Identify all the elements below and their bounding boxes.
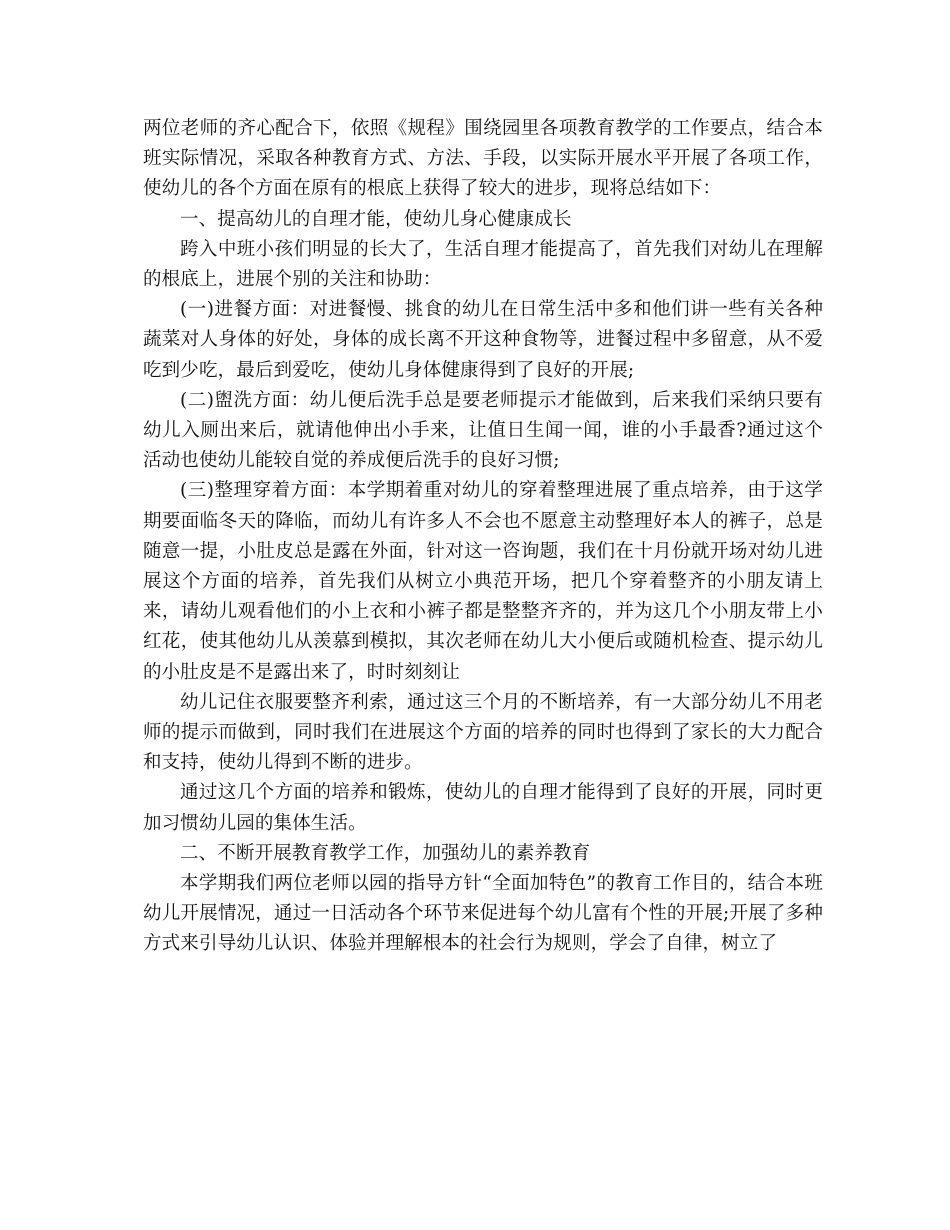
paragraph: 本学期我们两位老师以园的指导方针“全面加特色”的教育工作目的，结合本班幼儿开展情况，通过一日活动各个环节来促进每个幼儿富有个性的开展;开展了多种方式来引导幼儿认识、体验并理解根本的社会行为规则，学会了自律，树立了 bbox=[143, 873, 823, 955]
paragraph: 跨入中班小孩们明显的长大了，生活自理才能提高了，首先我们对幼儿在理解的根底上，进展个别的关注和协助： bbox=[143, 238, 823, 291]
paragraph: (二)盥洗方面：幼儿便后洗手总是要老师提示才能做到，后来我们采纳只要有幼儿入厕出来后，就请他伸出小手来，让值日生闻一闻，谁的小手最香?通过这个活动也使幼儿能较自觉的养成便后洗手的良好习惯; bbox=[143, 389, 823, 472]
paragraph: (一)进餐方面：对进餐慢、挑食的幼儿在日常生活中多和他们讲一些有关各种蔬菜对人身体的好处，身体的成长离不开这种食物等，进餐过程中多留意，从不爱吃到少吃，最后到爱吃，使幼儿身体健康得到了良好的开展; bbox=[143, 299, 823, 381]
paragraph: (三)整理穿着方面：本学期着重对幼儿的穿着整理进展了重点培养，由于这学期要面临冬天的降临，而幼儿有许多人不会也不愿意主动整理好本人的裤子，总是随意一提，小肚皮总是露在外面，针对这一咨询题，我们在十月份就开场对幼儿进展这个方面的培养，首先我们从树立小典范开场，把几个穿着整齐的小朋友请上来，请幼儿观看他们的小上衣和小裤子都是整整齐齐的，并为这几个小朋友带上小红花，使其他幼儿从羡慕到模拟，其次老师在幼儿大小便后或随机检查、提示幼儿的小肚皮是不是露出来了，时时刻刻让 bbox=[143, 480, 823, 683]
section-heading: 二、不断开展教育教学工作，加强幼儿的素养教育 bbox=[180, 842, 591, 864]
section-heading: 一、提高幼儿的自理才能，使幼儿身心健康成长 bbox=[180, 208, 572, 230]
paragraph: 幼儿记住衣服要整齐利索，通过这三个月的不断培养，有一大部分幼儿不用老师的提示而做到，同时我们在进展这个方面的培养的同时也得到了家长的大力配合和支持，使幼儿得到不断的进步。 bbox=[143, 691, 823, 774]
paragraph: 通过这几个方面的培养和锻炼，使幼儿的自理才能得到了良好的开展，同时更加习惯幼儿园的集体生活。 bbox=[143, 782, 823, 834]
paragraph: 两位老师的齐心配合下，依照《规程》围绕园里各项教育教学的工作要点，结合本班实际情况，采取各种教育方式、方法、手段，以实际开展水平开展了各项工作，使幼儿的各个方面在原有的根底上获得了较大的进步，现将总结如下： bbox=[143, 118, 823, 200]
document-body bbox=[143, 114, 823, 960]
